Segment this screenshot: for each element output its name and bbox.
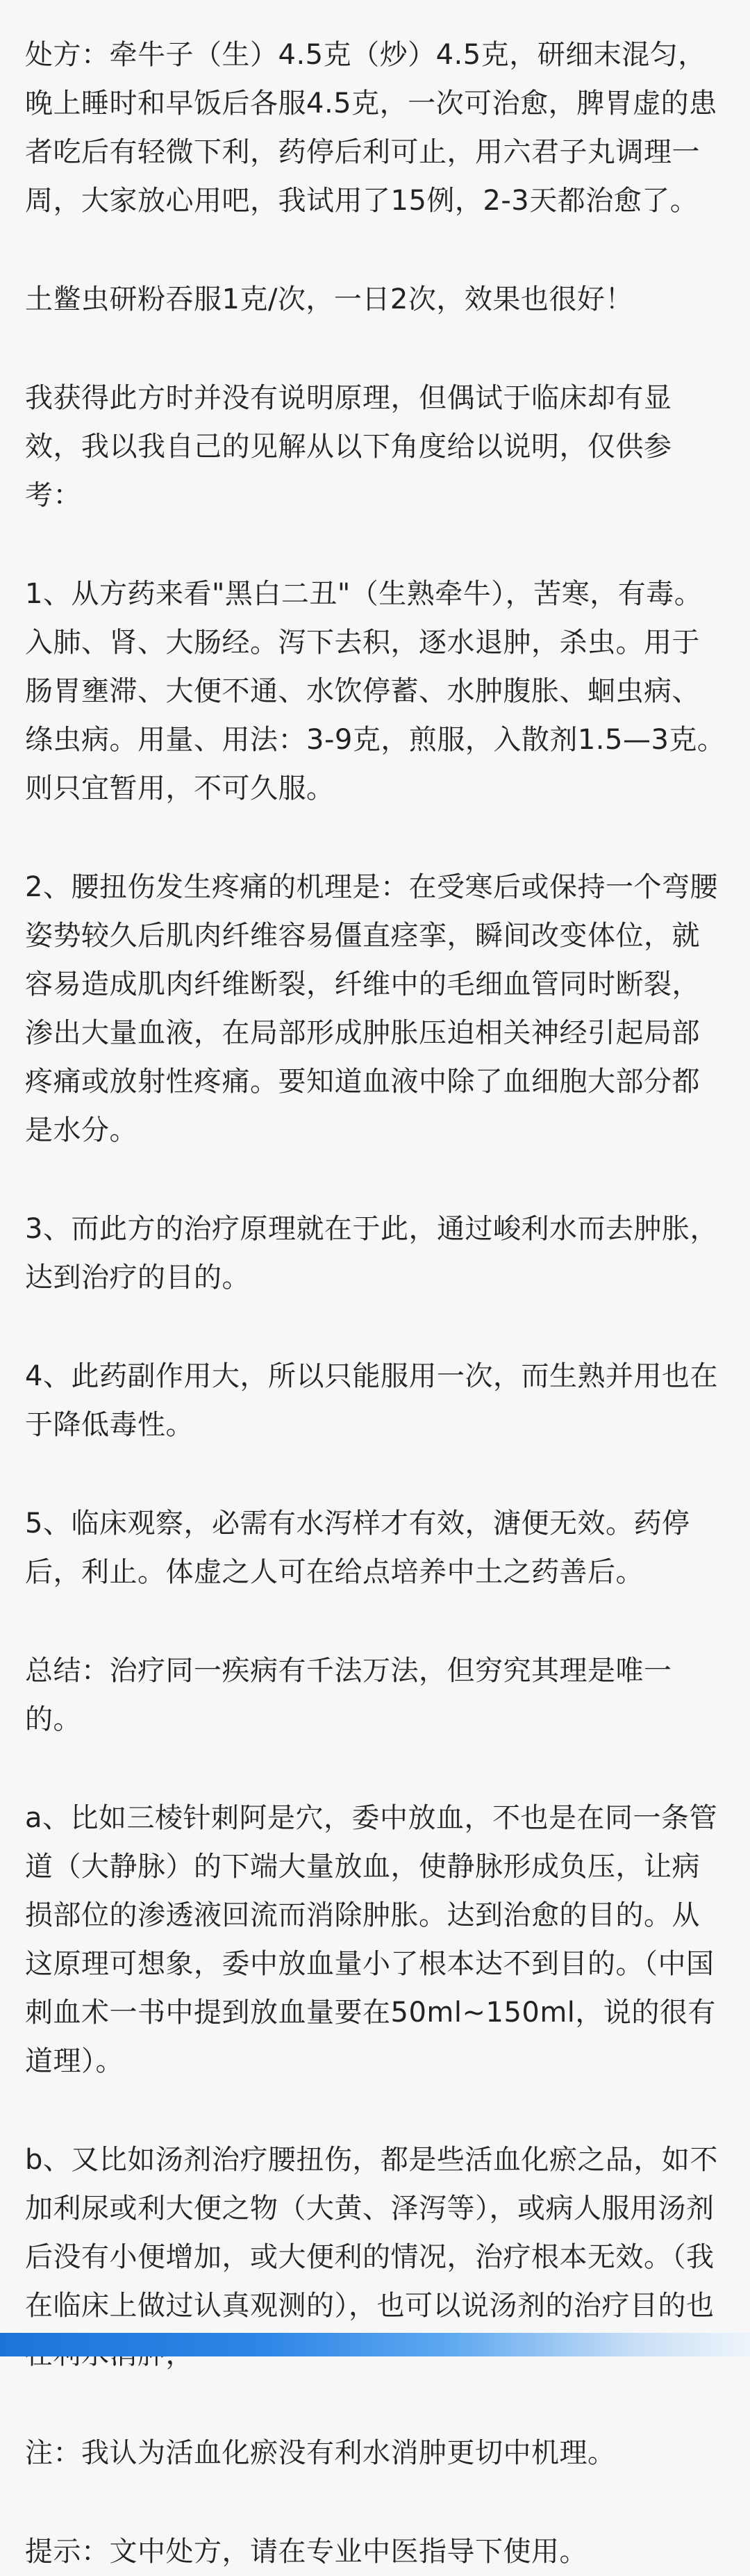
point-1-paragraph: 1、从方药来看"黑白二丑"（生熟牵牛），苦寒，有毒。入肺、肾、大肠经。泻下去积，逐水退肿，杀虫。用于肠胃壅滞、大便不通、水饮停蓄、水肿腹胀、蛔虫病、绦虫病。用量、用法：3-9克，煎服，入散剂1.5—3克。则只宜暂用，不可久服。: [25, 578, 726, 804]
intro-explanation-paragraph: 我获得此方时并没有说明原理，但偶试于临床却有显效，我以我自己的见解从以下角度给以说明，仅供参考：: [25, 382, 672, 511]
prescription-paragraph: 处方：牵牛子（生）4.5克（炒）4.5克，研细末混匀，晚上睡时和早饭后各服4.5克，一次可治愈，脾胃虚的患者吃后有轻微下利，药停后利可止，用六君子丸调理一周，大家放心用吧，我试用了15例，2-3天都治愈了。: [25, 39, 717, 217]
alternative-remedy-paragraph: 土鳖虫研粉吞服1克/次，一日2次，效果也很好！: [25, 283, 633, 315]
summary-paragraph: 总结：治疗同一疾病有千法万法，但穷究其理是唯一的。: [25, 1655, 672, 1735]
article-body: [25, 31, 726, 2576]
point-2-paragraph: 2、腰扭伤发生疼痛的机理是：在受寒后或保持一个弯腰姿势较久后肌肉纤维容易僵直痉挛，瞬间改变体位，就容易造成肌肉纤维断裂，纤维中的毛细血管同时断裂，渗出大量血液，在局部形成肿胀压迫相关神经引起局部疼痛或放射性疼痛。要知道血液中除了血细胞大部分都是水分。: [25, 871, 718, 1146]
example-a-paragraph: a、比如三棱针刺阿是穴，委中放血，不也是在同一条管道（大静脉）的下端大量放血，使静脉形成负压，让病损部位的渗透液回流而消除肿胀。达到治愈的目的。从这原理可想象，委中放血量小了根本达不到目的。（中国刺血术一书中提到放血量要在50ml~150ml，说的很有道理）。: [25, 1802, 718, 2077]
point-5-paragraph: 5、临床观察，必需有水泻样才有效，溏便无效。药停后，利止。体虚之人可在给点培养中土之药善后。: [25, 1508, 690, 1588]
point-4-paragraph: 4、此药副作用大，所以只能服用一次，而生熟并用也在于降低毒性。: [25, 1360, 718, 1441]
disclaimer-paragraph: 提示：文中处方，请在专业中医指导下使用。: [25, 2536, 588, 2568]
bottom-gradient-bar: [0, 2333, 750, 2356]
note-paragraph: 注：我认为活血化瘀没有利水消肿更切中机理。: [25, 2437, 616, 2469]
point-3-paragraph: 3、而此方的治疗原理就在于此，通过峻利水而去肿胀，达到治疗的目的。: [25, 1213, 718, 1294]
example-b-paragraph: b、又比如汤剂治疗腰扭伤，都是些活血化瘀之品，如不加利尿或利大便之物（大黄、泽泻等），或病人服用汤剂后没有小便增加，或大便利的情况，治疗根本无效。（我在临床上做过认真观测的），也可以说汤剂的治疗目的也: [25, 2144, 718, 2322]
